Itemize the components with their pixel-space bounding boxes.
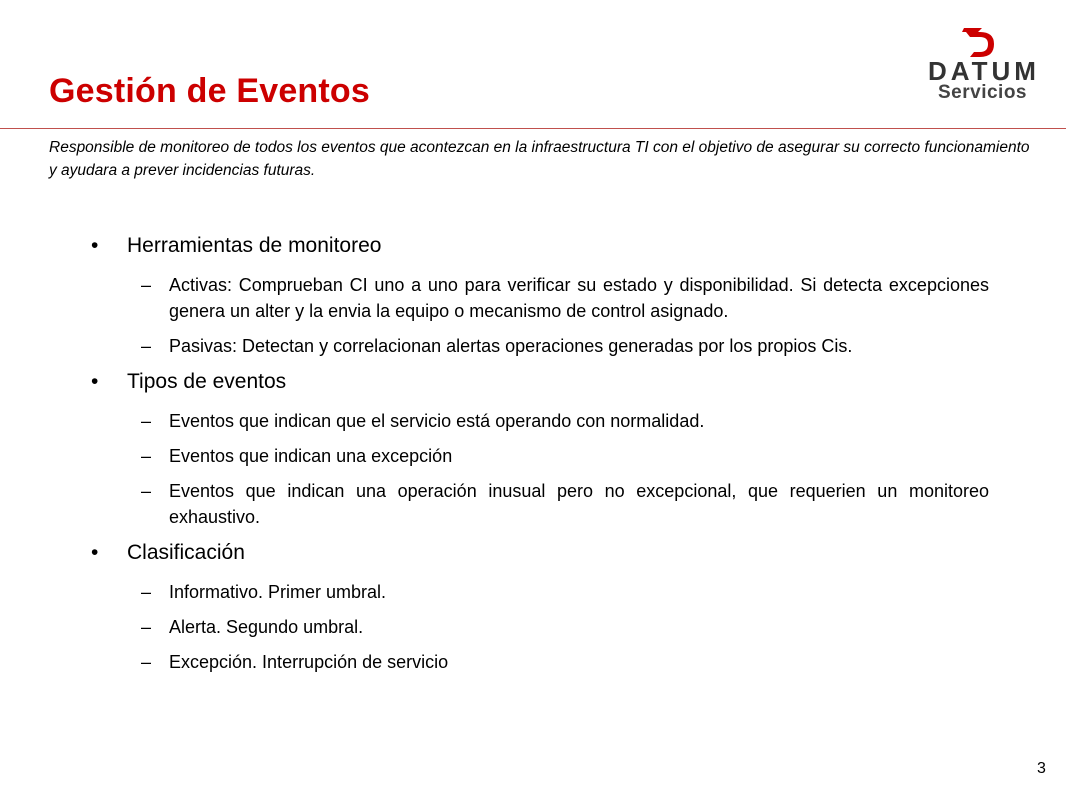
list-item: – Eventos que indican una excepción <box>169 443 989 469</box>
list-item: – Eventos que indican una operación inusual pero no excepcional, que requerien un monitoreo exhaustivo. <box>169 478 989 530</box>
dash-icon: – <box>141 652 152 672</box>
bullet-icon: • <box>91 234 99 257</box>
list-item: – Alerta. Segundo umbral. <box>169 614 989 640</box>
slide-subtitle: Responsible de monitoreo de todos los eventos que acontezcan en la infraestructura TI con el objetivo de asegurar su correcto funcionamiento y ayudara a prever incidencias futuras. <box>49 139 1030 179</box>
dash-icon: – <box>141 617 152 637</box>
dash-icon: – <box>141 336 152 356</box>
section-heading: • Tipos de eventos <box>127 368 1066 396</box>
list-item: – Eventos que indican que el servicio está operando con normalidad. <box>169 408 989 434</box>
dash-icon: – <box>141 275 152 295</box>
list-item: – Pasivas: Detectan y correlacionan alertas operaciones generadas por los propios Cis. <box>169 333 989 359</box>
slide-title: Gestión de Eventos <box>49 72 371 110</box>
datum-logo <box>928 26 1053 106</box>
section-monitoring-tools <box>0 232 1066 359</box>
datum-logo-mark-icon <box>960 26 1000 60</box>
title-divider <box>0 128 1066 129</box>
dash-icon: – <box>141 411 152 431</box>
list-item: – Excepción. Interrupción de servicio <box>169 649 989 675</box>
bullet-icon: • <box>91 541 99 564</box>
dash-icon: – <box>141 446 152 466</box>
bullet-icon: • <box>91 370 99 393</box>
logo-subtitle: Servicios <box>938 82 1027 103</box>
list-item: – Informativo. Primer umbral. <box>169 579 989 605</box>
dash-icon: – <box>141 481 152 501</box>
section-heading: • Herramientas de monitoreo <box>127 232 1066 260</box>
logo-wordmark: DATUM <box>928 56 1040 86</box>
section-event-types <box>0 368 1066 530</box>
section-heading: • Clasificación <box>127 539 1066 567</box>
dash-icon: – <box>141 582 152 602</box>
list-item: – Activas: Comprueban CI uno a uno para verificar su estado y disponibilidad. Si detecta excepciones genera un alter y la envia la equipo o mecanismo de control asignado. <box>169 272 989 324</box>
page-number: 3 <box>1037 760 1046 777</box>
section-classification <box>0 539 1066 675</box>
slide-content <box>0 232 1066 684</box>
